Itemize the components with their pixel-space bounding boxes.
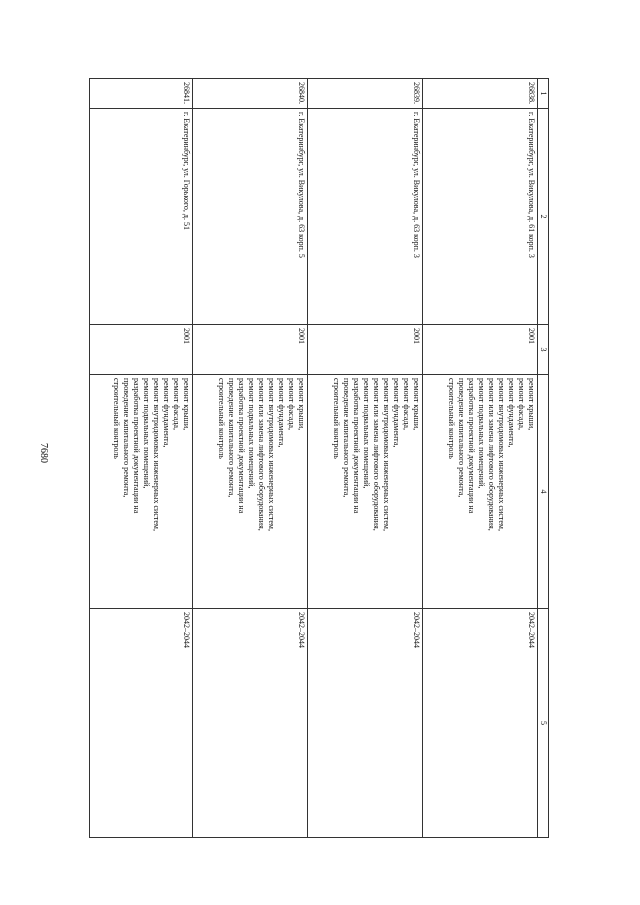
work-item: ремонт фасада,: [286, 378, 296, 430]
row-number-cell: 26839.: [307, 79, 422, 109]
work-item: ремонт крыши,: [296, 378, 306, 431]
rotated-table-wrapper: [89, 78, 549, 838]
work-item: ремонт фундамента,: [276, 378, 286, 448]
work-item: проведение капитального ремонта,: [226, 378, 236, 498]
work-item: ремонт внутридомовых инженерных систем,: [381, 378, 391, 531]
work-item: разработка проектной документации на: [467, 378, 476, 514]
year-cell: 2001: [192, 325, 307, 375]
column-header-5: 5: [538, 609, 549, 838]
table-row: [90, 79, 193, 838]
work-item: ремонт внутридомовых инженерных систем,: [151, 378, 161, 531]
works-cell: [90, 375, 193, 609]
table-row: [307, 79, 422, 838]
work-item: ремонт крыши,: [527, 378, 536, 431]
column-header-2: 2: [538, 109, 549, 325]
table-row: [422, 79, 537, 838]
work-item: ремонт фасада,: [517, 378, 526, 430]
period-cell: 2042–2044: [90, 609, 193, 838]
works-cell: [422, 375, 537, 609]
works-cell: [307, 375, 422, 609]
table-row: [192, 79, 307, 838]
work-item: строительный контроль: [111, 378, 121, 459]
column-header-1: 1: [538, 79, 549, 109]
work-item: ремонт или замена лифтового оборудования,: [487, 378, 496, 531]
work-item: строительный контроль: [447, 378, 456, 459]
work-item: ремонт крыши,: [181, 378, 191, 431]
address-cell: г. Екатеринбург, ул. Викулова, д. 63 корп. 3: [307, 109, 422, 325]
work-item: ремонт фасада,: [171, 378, 181, 430]
address-cell: г. Екатеринбург, ул. Горького, д. 51: [90, 109, 193, 325]
work-item: проведение капитального ремонта,: [457, 378, 466, 498]
year-cell: 2001: [422, 325, 537, 375]
work-item: ремонт внутридомовых инженерных систем,: [266, 378, 276, 531]
page-number: 7680: [38, 443, 49, 463]
work-item: ремонт фасада,: [401, 378, 411, 430]
work-item: разработка проектной документации на: [351, 378, 361, 514]
work-item: разработка проектной документации на: [131, 378, 141, 514]
work-item: ремонт фундамента,: [391, 378, 401, 448]
row-number-cell: 26838.: [422, 79, 537, 109]
work-item: ремонт или замена лифтового оборудования,: [371, 378, 381, 531]
period-cell: 2042–2044: [422, 609, 537, 838]
work-item: строительный контроль: [216, 378, 226, 459]
work-item: ремонт подвальных помещений,: [246, 378, 256, 489]
year-cell: 2001: [90, 325, 193, 375]
work-item: ремонт фундамента,: [507, 378, 516, 448]
work-item: строительный контроль: [331, 378, 341, 459]
column-number-row: [538, 79, 549, 838]
year-cell: 2001: [307, 325, 422, 375]
period-cell: 2042–2044: [307, 609, 422, 838]
work-item: разработка проектной документации на: [236, 378, 246, 514]
repair-schedule-table: [89, 78, 549, 838]
address-cell: г. Екатеринбург, ул. Викулова, д. 61 корп. 3: [422, 109, 537, 325]
work-item: проведение капитального ремонта,: [121, 378, 131, 498]
work-item: ремонт или замена лифтового оборудования,: [256, 378, 266, 531]
work-item: ремонт подвальных помещений,: [477, 378, 486, 489]
work-item: ремонт крыши,: [411, 378, 421, 431]
work-item: ремонт подвальных помещений,: [141, 378, 151, 489]
work-item: проведение капитального ремонта,: [341, 378, 351, 498]
work-item: ремонт фундамента,: [161, 378, 171, 448]
period-cell: 2042–2044: [192, 609, 307, 838]
address-cell: г. Екатеринбург, ул. Викулова, д. 63 корп. 5: [192, 109, 307, 325]
row-number-cell: 26841.: [90, 79, 193, 109]
row-number-cell: 26840.: [192, 79, 307, 109]
works-cell: [192, 375, 307, 609]
column-header-4: 4: [538, 375, 549, 609]
work-item: ремонт внутридомовых инженерных систем,: [497, 378, 506, 531]
column-header-3: 3: [538, 325, 549, 375]
work-item: ремонт подвальных помещений,: [361, 378, 371, 489]
